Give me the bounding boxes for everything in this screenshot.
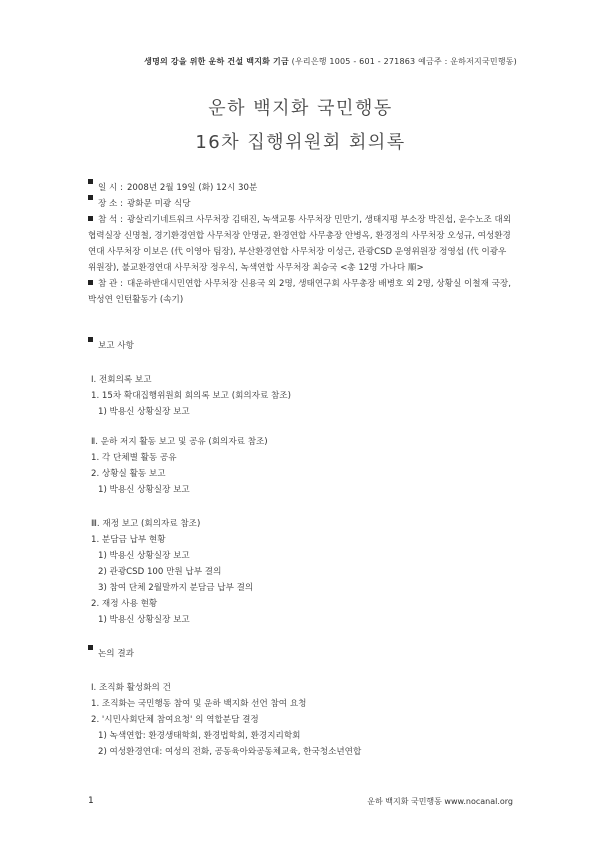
- discussion-s1-2-1: 1) 녹색연합: 환경생태학회, 환경법학회, 환경지리학회: [98, 731, 301, 741]
- discussion-heading-text: 논의 결과: [98, 649, 134, 659]
- meta-date-label: 일 시 :: [98, 183, 123, 193]
- discussion-section-1: [88, 680, 516, 760]
- report-s3-2-1: 1) 박용신 상황실장 보고: [98, 615, 190, 625]
- doc-title-meeting: 16차 집행위원회 회의록: [195, 132, 406, 153]
- discussion-s1-2: 2. '시민사회단체 참여요청' 의 역할분담 결정: [91, 715, 259, 725]
- discussion-heading-block: [88, 646, 516, 662]
- discussion-heading: [88, 646, 516, 662]
- meta-attendees-value: 광살리기네트워크 사무처장 김태진, 녹색교통 사무처장 민만기, 생태지평 부소장 박진섭, 운수노조 대외협력실장 신명철, 경기환경연합 사무처장 안명균, 환경연합 사무총장 안병옥, 환경정의 사무처장 오성규, 여성환경연대 사무처장 이보은 (代 이영아 팀장), 부산환경연합 사무처장 이성근, 관광CSD 운영위원장 정영섭 (代 이광우 위원장), 불교환경연대 사무처장 정우식, 녹색연합 사무처장 최승국 <총 12명 가나다 順>: [88, 215, 512, 273]
- report-s3: Ⅲ. 재정 보고 (회의자료 참조): [91, 519, 201, 529]
- meta-place: [88, 196, 516, 212]
- report-s3-1-1: 1) 박용신 상황실장 보고: [98, 551, 190, 561]
- report-s2-2-1: 1) 박용신 상황실장 보고: [98, 485, 190, 495]
- meta-observers-value: 대운하반대시민연합 사무처장 신용국 외 2명, 생태연구회 사무총장 배병호 외 2명, 상황실 이철재 국장, 박성연 인턴활동가 (속기): [88, 279, 511, 305]
- bullet-square-icon: [88, 645, 93, 650]
- report-s2-1: 1. 각 단체별 활동 공유: [91, 453, 177, 463]
- report-s3-1-3: 3) 참여 단체 2월말까지 분담금 납부 결의: [98, 583, 254, 593]
- page-number: 1: [88, 796, 94, 806]
- report-s3-1-2: 2) 관광CSD 100 만원 납부 결의: [98, 567, 222, 577]
- meta-attendees-label: 참 석 :: [98, 215, 123, 225]
- bullet-square-icon: [88, 280, 93, 285]
- report-s1: Ⅰ. 전회의록 보고: [91, 375, 152, 385]
- footer-org: 운하 백지화 국민행동 www.nocanal.org: [367, 797, 513, 806]
- meta-observers-label: 참 관 :: [98, 279, 123, 289]
- meta-block: [88, 180, 516, 308]
- report-section-3: [88, 516, 516, 628]
- discussion-s1: Ⅰ. 조직화 활성화의 건: [91, 683, 171, 693]
- report-section-2: [88, 434, 516, 498]
- meta-place-label: 장 소 :: [98, 199, 123, 209]
- discussion-s1-2-2: 2) 여성환경연대: 여성의 전화, 공동육아와공동체교육, 한국청소년연합: [98, 747, 362, 757]
- report-s3-1: 1. 분담금 납부 현황: [91, 535, 166, 545]
- report-heading-text: 보고 사항: [98, 341, 134, 351]
- fund-notice-title: 생명의 강을 위한 운하 건설 백지화 기금: [144, 57, 289, 66]
- doc-title-org: 운하 백지화 국민행동: [208, 98, 393, 119]
- discussion-s1-1: 1. 조직화는 국민행동 참여 및 운하 백지화 선언 참여 요청: [91, 699, 307, 709]
- report-s1-1: 1. 15차 확대집행위원회 회의록 보고 (회의자료 참조): [91, 391, 291, 401]
- report-s2: Ⅱ. 운하 저지 활동 보고 및 공유 (회의자료 참조): [91, 437, 268, 447]
- bullet-square-icon: [88, 216, 93, 221]
- report-s1-1-1: 1) 박용신 상황실장 보고: [98, 407, 190, 417]
- bullet-square-icon: [88, 179, 93, 184]
- meta-date: [88, 180, 516, 196]
- meta-place-value: 광화문 미광 식당: [126, 199, 191, 209]
- report-s2-2: 2. 상황실 활동 보고: [91, 469, 166, 479]
- report-heading-block: [88, 338, 516, 354]
- fund-notice: [144, 56, 517, 67]
- report-section-1: [88, 372, 516, 420]
- report-s3-2: 2. 재정 사용 현황: [91, 599, 158, 609]
- report-heading: [88, 338, 516, 354]
- bullet-square-icon: [88, 337, 93, 342]
- meta-observers: [88, 276, 516, 308]
- bullet-square-icon: [88, 195, 93, 200]
- meta-date-value: 2008년 2월 19일 (화) 12시 30분: [126, 183, 258, 193]
- fund-notice-account: (우리은행 1005 - 601 - 271863 예금주 : 운하저지국민행동): [291, 57, 517, 66]
- meta-attendees: [88, 212, 516, 276]
